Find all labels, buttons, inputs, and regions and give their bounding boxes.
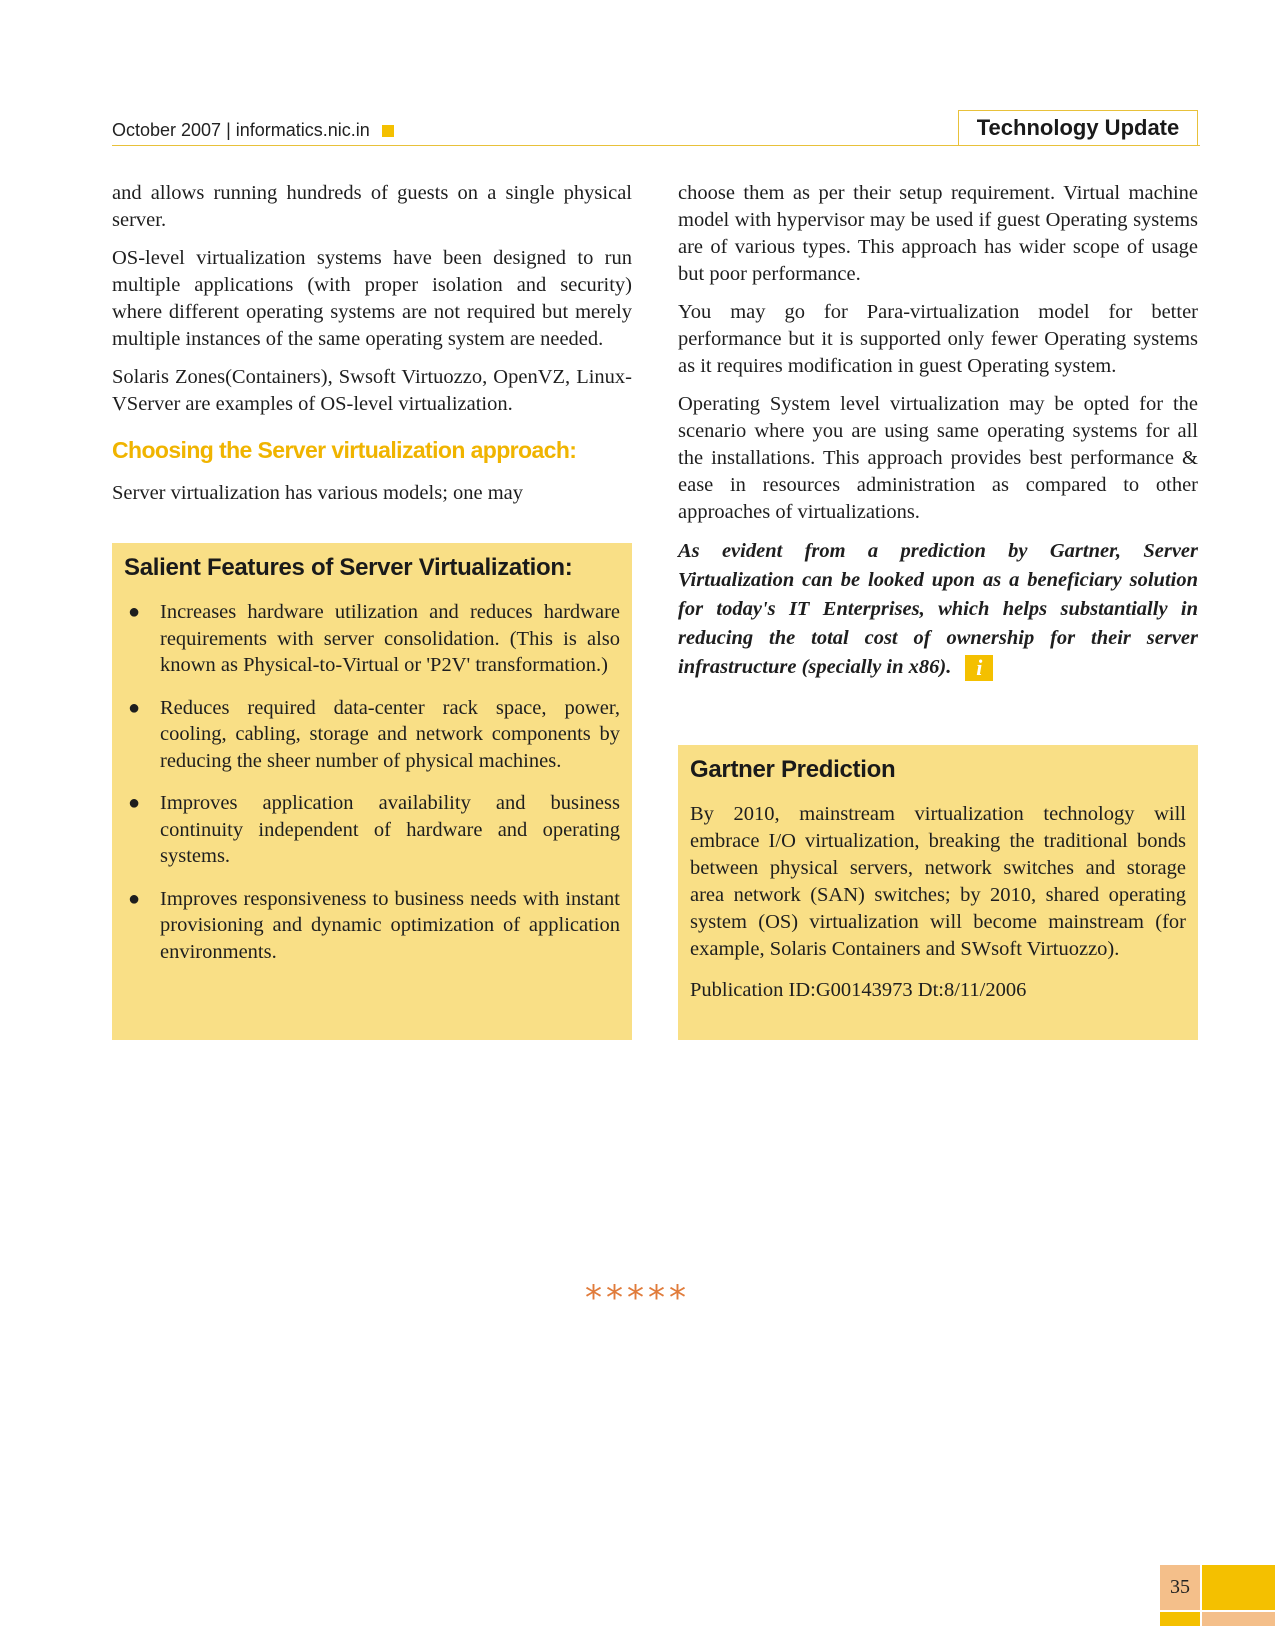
paragraph: choose them as per their setup requirement. Virtual machine model with hypervisor may be used if guest Operating systems are of various types. This approach has wider scope of usage but poor performance. bbox=[678, 182, 1198, 285]
bullet-icon: ● bbox=[128, 601, 141, 623]
features-box bbox=[112, 543, 632, 1040]
page-number: 35 bbox=[1160, 1565, 1200, 1610]
footer-deco-block bbox=[1202, 1612, 1275, 1626]
list-item bbox=[124, 790, 620, 870]
bullet-icon: ● bbox=[128, 887, 141, 910]
paragraph: You may go for Para-virtualization model for better performance but it is supported only fewer Operating systems as it requires modification in guest Operating system. bbox=[678, 301, 1198, 377]
gartner-text: By 2010, mainstream virtualization technology will embrace I/O virtualization, breaking the traditional bonds between physical servers, network switches and storage area network (SAN) switches; by 2010, shared operating system (OS) virtualization will become mainstream (for example, Solaris Containers and SWsoft Virtuozzo). bbox=[690, 803, 1186, 960]
section-heading: Choosing the Server virtualization approach: bbox=[112, 437, 577, 463]
header-issue-info bbox=[112, 120, 394, 141]
left-column bbox=[112, 180, 632, 518]
feature-text: Increases hardware utilization and reduces hardware requirements with server consolidation. (This is also known as Physical-to-Virtual or 'P2V' transformation.) bbox=[160, 601, 620, 676]
feature-text: Improves responsiveness to business needs with instant provisioning and dynamic optimization of application environments. bbox=[160, 887, 620, 963]
bullet-icon: ● bbox=[128, 792, 141, 814]
list-item bbox=[124, 599, 620, 679]
footer-deco-block bbox=[1202, 1565, 1275, 1610]
paragraph: Operating System level virtualization may be opted for the scenario where you are using same operating systems for all the installations. This approach provides best performance & ease in resources administration as compared to other approaches of virtualizations. bbox=[678, 393, 1198, 523]
list-item bbox=[124, 886, 620, 966]
list-item bbox=[124, 695, 620, 775]
header-square-icon bbox=[382, 125, 394, 137]
paragraph: Solaris Zones(Containers), Swsoft Virtuozzo, OpenVZ, Linux-VServer are examples of OS-level virtualization. bbox=[112, 366, 632, 415]
info-icon: i bbox=[965, 655, 993, 681]
footer-deco-block bbox=[1160, 1612, 1200, 1626]
gartner-box-title: Gartner Prediction bbox=[690, 756, 896, 783]
right-column bbox=[678, 180, 1198, 682]
section-label: Technology Update bbox=[958, 110, 1198, 145]
header-rule bbox=[112, 145, 1200, 146]
feature-text: Reduces required data-center rack space, power, cooling, cabling, storage and network components by reducing the sheer number of physical machines. bbox=[160, 696, 620, 772]
feature-text: Improves application availability and business continuity independent of hardware and operating systems. bbox=[160, 792, 620, 867]
features-box-title: Salient Features of Server Virtualization: bbox=[124, 554, 573, 581]
end-marker-stars: ***** bbox=[585, 1278, 690, 1318]
publication-id: Publication ID:G00143973 Dt:8/11/2006 bbox=[690, 979, 1027, 1001]
header-date-site: October 2007 | informatics.nic.in bbox=[112, 120, 370, 140]
features-list bbox=[124, 599, 620, 965]
paragraph: Server virtualization has various models; one may bbox=[112, 482, 524, 504]
paragraph: OS-level virtualization systems have been designed to run multiple applications (with proper isolation and security) where different operating systems are not required but merely multiple instances of the same operating system are needed. bbox=[112, 247, 632, 350]
gartner-box bbox=[678, 745, 1198, 1040]
paragraph: and allows running hundreds of guests on a single physical server. bbox=[112, 182, 632, 231]
quote-text: As evident from a prediction by Gartner, Server Virtualization can be looked upon as a beneficiary solution for today's IT Enterprises, which helps substantially in reducing the total cost of ownership for their server infrastructure (specially in x86). bbox=[678, 540, 1198, 678]
bullet-icon: ● bbox=[128, 696, 141, 719]
gartner-quote bbox=[678, 537, 1198, 682]
